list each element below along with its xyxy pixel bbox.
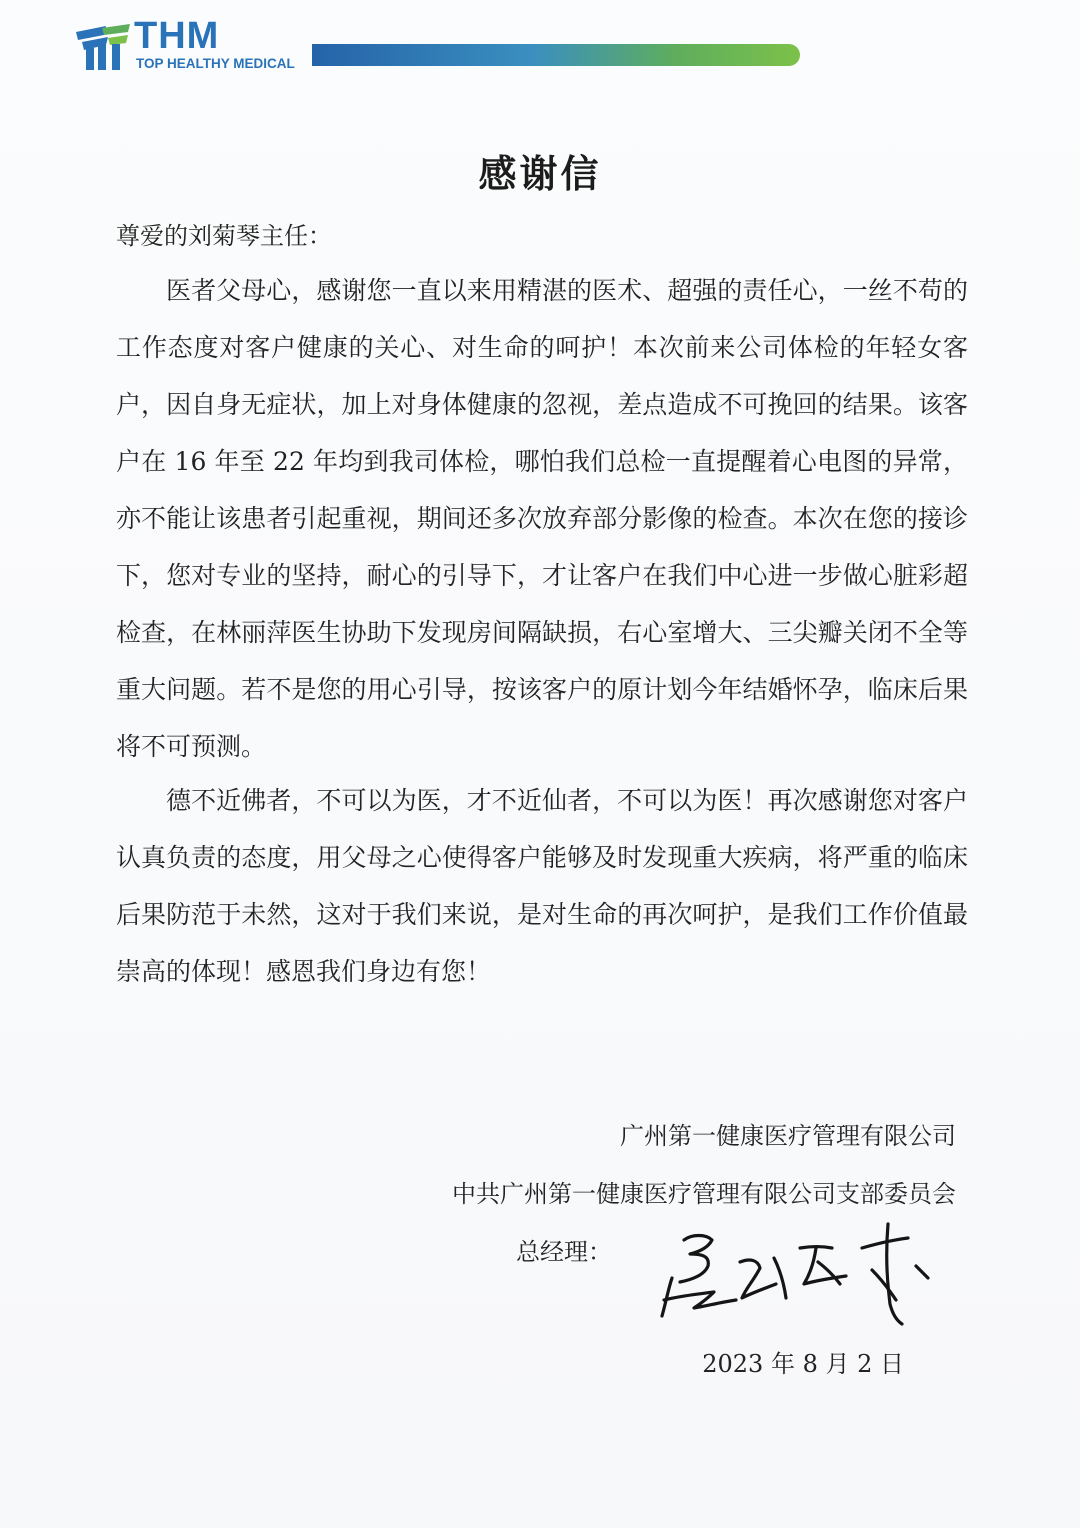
thm-logo-icon <box>72 22 132 72</box>
handwritten-signature <box>650 1218 950 1328</box>
signatory-company: 广州第一健康医疗管理有限公司 <box>620 1122 956 1150</box>
paragraph-text: 德不近佛者，不可以为医，才不近仙者，不可以为医！再次感谢您对客户认真负责的态度，用父母之心使得客户能够及时发现重大疾病，将严重的临床后果防范于未然，这对于我们来说，是对生命的再次呵护，是我们工作价值最崇高的体现！感恩我们身边有您！ <box>116 786 968 986</box>
brand-name: THM <box>134 15 220 57</box>
body-paragraph-2 <box>116 772 968 1000</box>
letter-title: 感谢信 <box>478 152 602 196</box>
letterhead-color-bar <box>312 44 800 66</box>
body-paragraph-1 <box>116 262 968 775</box>
brand-tagline: TOP HEALTHY MEDICAL <box>136 56 295 71</box>
general-manager-label: 总经理： <box>516 1238 612 1266</box>
letter-date: 2023 年 8 月 2 日 <box>702 1350 904 1378</box>
salutation: 尊爱的刘菊琴主任： <box>116 222 332 250</box>
paragraph-text: 医者父母心，感谢您一直以来用精湛的医术、超强的责任心，一丝不苟的工作态度对客户健康的关心、对生命的呵护！本次前来公司体检的年轻女客户，因自身无症状，加上对身体健康的忽视，差点造成不可挽回的结果。该客户在 16 年至 22 年均到我司体检，哪怕我们总检一直提醒着心电图的异常，亦不能让该患者引起重视，期间还多次放弃部分影像的检查。本次在您的接诊下，您对专业的坚持，耐心的引导下，才让客户在我们中心进一步做心脏彩超检查，在林丽萍医生协助下发现房间隔缺损，右心室增大、三尖瓣关闭不全等重大问题。若不是您的用心引导，按该客户的原计划今年结婚怀孕，临床后果将不可预测。 <box>116 276 968 761</box>
signatory-party-committee: 中共广州第一健康医疗管理有限公司支部委员会 <box>452 1180 956 1208</box>
letterhead <box>0 0 1080 80</box>
